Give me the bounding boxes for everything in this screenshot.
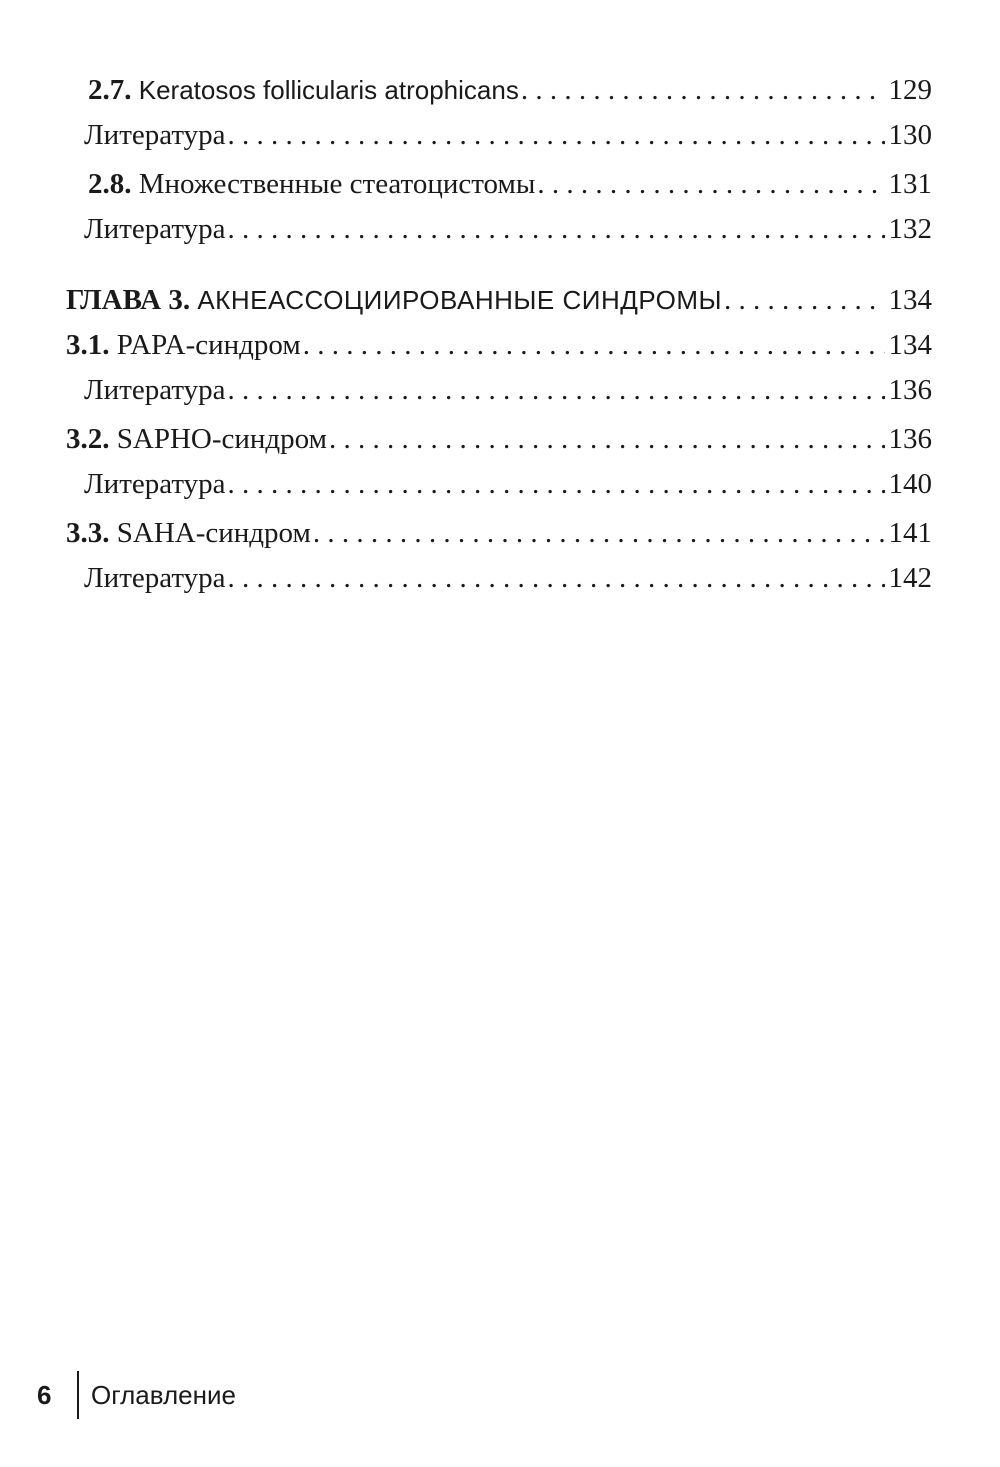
toc-entry-number: 2.7. [88, 74, 132, 106]
toc-entry-number: 3.2. [66, 423, 110, 455]
toc-page-number: 136 [888, 374, 932, 406]
toc-entry-literature[interactable] [66, 117, 932, 166]
toc-entry-literature[interactable] [66, 466, 932, 515]
toc-page-number: 131 [888, 168, 932, 200]
dot-leader [228, 117, 885, 153]
page-footer [37, 1370, 236, 1420]
footer-divider [77, 1371, 79, 1419]
toc-entry-title: Литература [84, 213, 226, 245]
toc-entry-text [66, 327, 301, 363]
toc-entry-number: 3.1. [66, 329, 110, 361]
toc-entry-text [88, 166, 535, 202]
toc-entry-text [66, 282, 722, 318]
dot-leader [537, 166, 884, 202]
dot-leader [724, 282, 885, 318]
toc-entry-title: Литература [84, 468, 226, 500]
toc-page-number: 130 [888, 119, 932, 151]
toc-page-number: 141 [888, 517, 932, 549]
toc-entry-text [66, 515, 311, 551]
toc-page-number: 132 [888, 213, 932, 245]
toc-entry-title: Литература [84, 119, 226, 151]
toc-entry-title: Множественные стеатоцистомы [138, 168, 536, 200]
dot-leader [228, 372, 885, 408]
toc-chapter-3[interactable] [66, 282, 932, 327]
toc-page-number: 142 [888, 562, 932, 594]
toc-chapter-number: ГЛАВА 3. [66, 284, 191, 316]
dot-leader [303, 327, 885, 363]
dot-leader [329, 421, 885, 457]
footer-page-number: 6 [37, 1379, 52, 1410]
dot-leader [228, 466, 885, 502]
footer-section-title: Оглавление [91, 1379, 236, 1410]
toc-entry-title: Литература [84, 374, 226, 406]
dot-leader [313, 515, 885, 551]
dot-leader [228, 211, 885, 247]
toc-chapter-title: АКНЕАССОЦИИРОВАННЫЕ СИНДРОМЫ [197, 285, 722, 315]
toc-page-number: 140 [888, 468, 932, 500]
toc-entry-title: PAPA-синдром [116, 329, 301, 361]
toc-entry-number: 2.8. [88, 168, 132, 200]
toc-entry-3-3[interactable] [66, 515, 932, 560]
toc-entry-title: Литература [84, 562, 226, 594]
toc-entry-title: Keratosos follicularis atrophicans [138, 75, 519, 105]
dot-leader [228, 560, 885, 596]
toc-entry-2-7[interactable] [66, 72, 932, 117]
dot-leader [521, 72, 885, 108]
table-of-contents [66, 72, 932, 609]
toc-page-number: 134 [888, 284, 932, 316]
toc-entry-3-1[interactable] [66, 327, 932, 372]
toc-entry-2-8[interactable] [66, 166, 932, 211]
toc-entry-text [88, 72, 519, 108]
toc-entry-literature[interactable] [66, 211, 932, 260]
toc-entry-title: SAPHO-синдром [116, 423, 327, 455]
toc-entry-title: SAHA-синдром [116, 517, 311, 549]
toc-entry-literature[interactable] [66, 372, 932, 421]
toc-entry-number: 3.3. [66, 517, 110, 549]
toc-page-number: 136 [888, 423, 932, 455]
toc-entry-3-2[interactable] [66, 421, 932, 466]
toc-page-number: 129 [888, 74, 932, 106]
toc-page-number: 134 [888, 329, 932, 361]
toc-entry-text [66, 421, 327, 457]
toc-entry-literature[interactable] [66, 560, 932, 609]
